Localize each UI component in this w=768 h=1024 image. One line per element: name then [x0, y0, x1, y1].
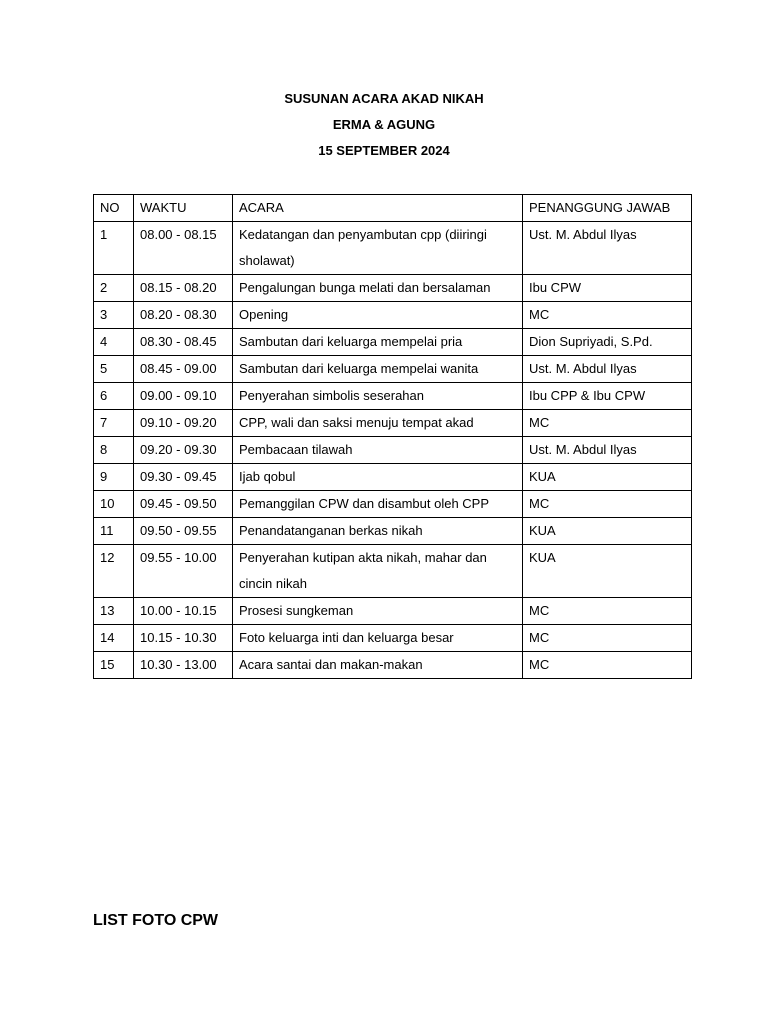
- cell-penanggung-jawab: MC: [523, 491, 692, 518]
- table-row: [94, 302, 692, 329]
- cell-penanggung-jawab: Ibu CPP & Ibu CPW: [523, 383, 692, 410]
- table-row: [94, 545, 692, 598]
- cell-acara: Penyerahan kutipan akta nikah, mahar dan cincin nikah: [233, 545, 523, 598]
- table-row: [94, 383, 692, 410]
- table-row: [94, 518, 692, 545]
- cell-acara: Penandatanganan berkas nikah: [233, 518, 523, 545]
- document-header: [0, 86, 768, 164]
- cell-waktu: 09.30 - 09.45: [134, 464, 233, 491]
- cell-no: 7: [94, 410, 134, 437]
- cell-penanggung-jawab: MC: [523, 625, 692, 652]
- cell-acara: Penyerahan simbolis seserahan: [233, 383, 523, 410]
- cell-acara: Opening: [233, 302, 523, 329]
- cell-no: 6: [94, 383, 134, 410]
- event-date: 15 SEPTEMBER 2024: [318, 143, 450, 158]
- cell-penanggung-jawab: MC: [523, 302, 692, 329]
- cell-no: 15: [94, 652, 134, 679]
- cell-penanggung-jawab: Ust. M. Abdul Ilyas: [523, 222, 692, 275]
- cell-waktu: 08.20 - 08.30: [134, 302, 233, 329]
- cell-acara: CPP, wali dan saksi menuju tempat akad: [233, 410, 523, 437]
- list-foto-heading: LIST FOTO CPW: [93, 912, 219, 929]
- cell-no: 8: [94, 437, 134, 464]
- cell-waktu: 09.10 - 09.20: [134, 410, 233, 437]
- column-header-acara: ACARA: [233, 195, 523, 222]
- cell-acara: Kedatangan dan penyambutan cpp (diiringi sholawat): [233, 222, 523, 275]
- cell-waktu: 08.30 - 08.45: [134, 329, 233, 356]
- cell-no: 11: [94, 518, 134, 545]
- schedule-table-body: [94, 195, 692, 679]
- table-row: [94, 356, 692, 383]
- cell-no: 1: [94, 222, 134, 275]
- table-row: [94, 437, 692, 464]
- cell-acara: Prosesi sungkeman: [233, 598, 523, 625]
- column-header-waktu: WAKTU: [134, 195, 233, 222]
- cell-waktu: 08.45 - 09.00: [134, 356, 233, 383]
- table-row: [94, 625, 692, 652]
- cell-waktu: 09.50 - 09.55: [134, 518, 233, 545]
- table-row: [94, 222, 692, 275]
- table-row: [94, 598, 692, 625]
- cell-penanggung-jawab: KUA: [523, 464, 692, 491]
- table-row: [94, 329, 692, 356]
- couple-names: ERMA & AGUNG: [332, 117, 436, 132]
- cell-waktu: 10.00 - 10.15: [134, 598, 233, 625]
- table-row: [94, 652, 692, 679]
- cell-no: 12: [94, 545, 134, 598]
- cell-no: 9: [94, 464, 134, 491]
- cell-penanggung-jawab: Ust. M. Abdul Ilyas: [523, 437, 692, 464]
- cell-penanggung-jawab: Ust. M. Abdul Ilyas: [523, 356, 692, 383]
- cell-no: 2: [94, 275, 134, 302]
- cell-waktu: 10.15 - 10.30: [134, 625, 233, 652]
- document-title: SUSUNAN ACARA AKAD NIKAH: [284, 91, 484, 106]
- column-header-no: NO: [94, 195, 134, 222]
- cell-penanggung-jawab: KUA: [523, 518, 692, 545]
- cell-penanggung-jawab: MC: [523, 410, 692, 437]
- cell-acara: Foto keluarga inti dan keluarga besar: [233, 625, 523, 652]
- cell-acara: Pembacaan tilawah: [233, 437, 523, 464]
- table-row: [94, 275, 692, 302]
- table-row: [94, 464, 692, 491]
- table-row: [94, 410, 692, 437]
- table-header-row: [94, 195, 692, 222]
- cell-waktu: 10.30 - 13.00: [134, 652, 233, 679]
- cell-no: 14: [94, 625, 134, 652]
- cell-no: 3: [94, 302, 134, 329]
- cell-acara: Ijab qobul: [233, 464, 523, 491]
- cell-no: 13: [94, 598, 134, 625]
- cell-penanggung-jawab: Dion Supriyadi, S.Pd.: [523, 329, 692, 356]
- cell-waktu: 09.45 - 09.50: [134, 491, 233, 518]
- table-row: [94, 491, 692, 518]
- cell-no: 4: [94, 329, 134, 356]
- cell-waktu: 09.20 - 09.30: [134, 437, 233, 464]
- cell-acara: Pengalungan bunga melati dan bersalaman: [233, 275, 523, 302]
- cell-acara: Pemanggilan CPW dan disambut oleh CPP: [233, 491, 523, 518]
- cell-acara: Sambutan dari keluarga mempelai pria: [233, 329, 523, 356]
- cell-waktu: 08.00 - 08.15: [134, 222, 233, 275]
- cell-penanggung-jawab: MC: [523, 652, 692, 679]
- cell-acara: Acara santai dan makan-makan: [233, 652, 523, 679]
- cell-no: 5: [94, 356, 134, 383]
- cell-waktu: 09.55 - 10.00: [134, 545, 233, 598]
- cell-penanggung-jawab: Ibu CPW: [523, 275, 692, 302]
- cell-waktu: 08.15 - 08.20: [134, 275, 233, 302]
- column-header-penanggung-jawab: PENANGGUNG JAWAB: [523, 195, 692, 222]
- cell-waktu: 09.00 - 09.10: [134, 383, 233, 410]
- schedule-table: [93, 194, 692, 679]
- cell-no: 10: [94, 491, 134, 518]
- cell-penanggung-jawab: MC: [523, 598, 692, 625]
- cell-acara: Sambutan dari keluarga mempelai wanita: [233, 356, 523, 383]
- cell-penanggung-jawab: KUA: [523, 545, 692, 598]
